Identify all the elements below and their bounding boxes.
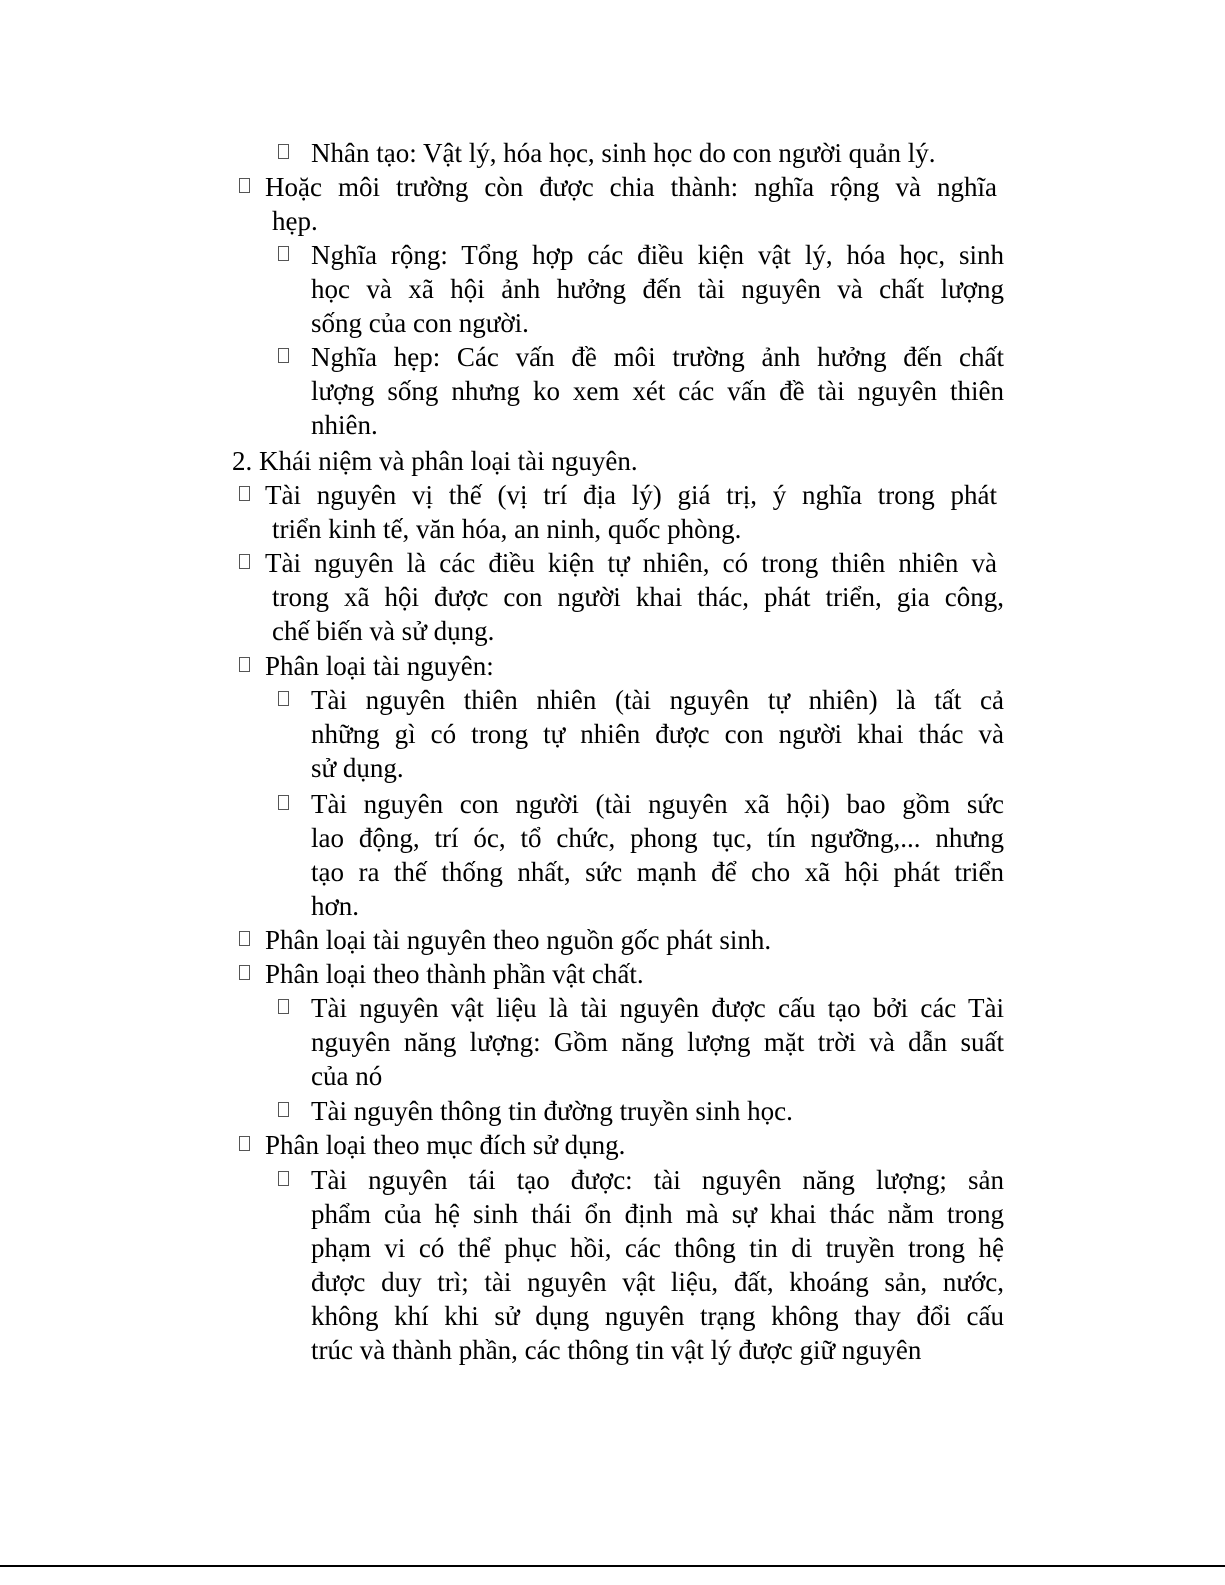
bullet-square-icon	[239, 554, 250, 569]
text-line: sống của con người.	[311, 308, 529, 338]
page-bottom-rule	[0, 1565, 1225, 1567]
bullet-square-icon	[278, 144, 289, 159]
text-line: nhiên.	[311, 410, 378, 440]
bullet-square-icon	[239, 486, 250, 501]
bullet-square-icon	[239, 1136, 250, 1151]
text-line: trong xã hội được con người khai thác, phát triển, gia công,	[272, 582, 1004, 612]
text-line: Tài nguyên thiên nhiên (tài nguyên tự nhiên) là tất cả	[311, 685, 1004, 715]
text-line: Nghĩa rộng: Tổng hợp các điều kiện vật lý, hóa học, sinh	[311, 240, 1004, 270]
text-line: lượng sống nhưng ko xem xét các vấn đề tài nguyên thiên	[311, 376, 1004, 406]
text-line: sử dụng.	[311, 753, 404, 783]
text-line: Tài nguyên vật liệu là tài nguyên được cấu tạo bởi các Tài	[311, 993, 1004, 1023]
section-heading: 2. Khái niệm và phân loại tài nguyên.	[232, 446, 638, 476]
bullet-square-icon	[278, 348, 289, 363]
text-line: Nhân tạo: Vật lý, hóa học, sinh học do con người quản lý.	[311, 138, 936, 168]
bullet-square-icon	[239, 931, 250, 946]
bullet-square-icon	[278, 691, 289, 706]
text-line: Tài nguyên tái tạo được: tài nguyên năng lượng; sản	[311, 1165, 1004, 1195]
bullet-square-icon	[239, 965, 250, 980]
text-line: trúc và thành phần, các thông tin vật lý được giữ nguyên	[311, 1335, 922, 1365]
bullet-square-icon	[239, 178, 250, 193]
text-line: tạo ra thế thống nhất, sức mạnh để cho xã hội phát triển	[311, 857, 1004, 887]
text-line: không khí khi sử dụng nguyên trạng không thay đổi cấu	[311, 1301, 1004, 1331]
bullet-square-icon	[278, 999, 289, 1014]
text-line: Tài nguyên vị thế (vị trí địa lý) giá trị, ý nghĩa trong phát	[265, 480, 997, 510]
text-line: Phân loại tài nguyên:	[265, 651, 494, 681]
text-line: Phân loại theo mục đích sử dụng.	[265, 1130, 626, 1160]
text-line: những gì có trong tự nhiên được con người khai thác và	[311, 719, 1004, 749]
text-line: học và xã hội ảnh hưởng đến tài nguyên và chất lượng	[311, 274, 1004, 304]
text-line: Nghĩa hẹp: Các vấn đề môi trường ảnh hưởng đến chất	[311, 342, 1004, 372]
bullet-square-icon	[278, 795, 289, 810]
text-line: triển kinh tế, văn hóa, an ninh, quốc phòng.	[272, 514, 742, 544]
text-line: được duy trì; tài nguyên vật liệu, đất, khoáng sản, nước,	[311, 1267, 1004, 1297]
bullet-square-icon	[278, 1102, 289, 1117]
text-line: phẩm của hệ sinh thái ổn định mà sự khai thác nằm trong	[311, 1199, 1004, 1229]
text-line: Hoặc môi trường còn được chia thành: nghĩa rộng và nghĩa	[265, 172, 997, 202]
text-line: chế biến và sử dụng.	[272, 616, 495, 646]
text-line: của nó	[311, 1061, 383, 1091]
text-line: lao động, trí óc, tổ chức, phong tục, tín ngưỡng,... nhưng	[311, 823, 1004, 853]
text-line: Tài nguyên là các điều kiện tự nhiên, có trong thiên nhiên và	[265, 548, 997, 578]
text-line: nguyên năng lượng: Gồm năng lượng mặt trời và dẫn suất	[311, 1027, 1004, 1057]
text-line: hẹp.	[272, 206, 318, 236]
bullet-square-icon	[239, 657, 250, 672]
bullet-square-icon	[278, 246, 289, 261]
text-line: Phân loại tài nguyên theo nguồn gốc phát sinh.	[265, 925, 772, 955]
text-line: Tài nguyên con người (tài nguyên xã hội) bao gồm sức	[311, 789, 1004, 819]
text-line: Phân loại theo thành phần vật chất.	[265, 959, 644, 989]
bullet-square-icon	[278, 1171, 289, 1186]
text-line: phạm vi có thể phục hồi, các thông tin di truyền trong hệ	[311, 1233, 1004, 1263]
text-line: hơn.	[311, 891, 360, 921]
text-line: Tài nguyên thông tin đường truyền sinh học.	[311, 1096, 793, 1126]
